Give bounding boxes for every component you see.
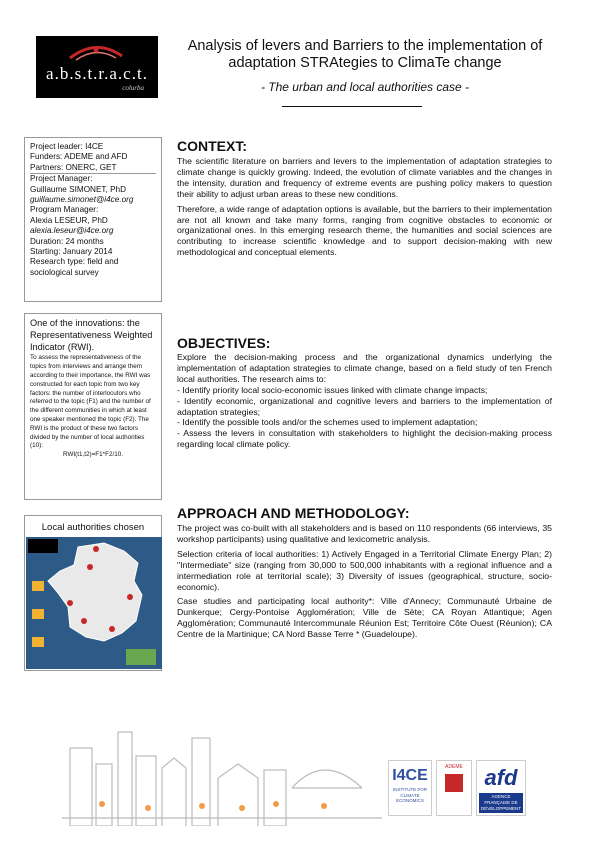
marker-royan-icon xyxy=(67,600,73,606)
objectives-bullet-3: - Identify the possible tools and/or the schemes used to implement adaptation; xyxy=(177,417,478,428)
page-title xyxy=(170,38,560,72)
ademe-logo xyxy=(436,760,472,816)
map-logo-icon xyxy=(28,539,58,553)
context-paragraph-1: The scientific literature on barriers and levers to the implementation of adaptation strategies to climate change is quickly growing. Indeed, the evolution of climate variables and the changes in the intensity, duration and frequency of extreme events are pushing policy makers to question their ability to adjust urban areas to these new conditions. xyxy=(177,156,552,199)
ademe-emblem-icon xyxy=(445,774,463,792)
afd-logo xyxy=(476,760,526,816)
objectives-bullet-1: - Identify priority local socio-economic issues linked with climate change impacts; xyxy=(177,384,488,395)
marker-annecy-icon xyxy=(127,594,133,600)
title-divider xyxy=(282,106,422,107)
marker-cergy-icon xyxy=(87,564,93,570)
i4ce-logo xyxy=(388,760,432,816)
objectives-text xyxy=(177,352,552,450)
innovation-box xyxy=(24,313,162,500)
innovation-heading: One of the innovations: the Representativeness Weighted Indicator (RWI). xyxy=(30,318,153,352)
manager-name: Guillaume SIMONET, PhD xyxy=(30,184,127,194)
approach-heading: APPROACH AND METHODOLOGY: xyxy=(177,505,410,521)
objectives-heading: OBJECTIVES: xyxy=(177,335,271,351)
france-map xyxy=(26,537,162,669)
program-name: Alexia LESEUR, PhD xyxy=(30,215,108,225)
marker-sete-icon xyxy=(109,626,115,632)
city-sketch-illustration xyxy=(62,708,382,826)
starting-date: Starting: January 2014 xyxy=(30,247,113,257)
duration: Duration: 24 months xyxy=(30,236,104,246)
program-email[interactable]: alexia.leseur@i4ce.org xyxy=(30,226,114,236)
objectives-bullet-2: - Identify economic, organizational and cognitive levers and barriers to the implementation of adaptation strategies; xyxy=(177,395,552,417)
afd-logo-text: afd xyxy=(484,765,518,790)
innovation-body: To assess the representativeness of the topics from interviews and arrange them according to their importance, the RWI was constructed for each topic from two key factors: the number of interlocutors who referred to the topic (F1) and the number of the different communities in which at least one speaker mentioned the topic (F2). The RWI is the product of these two factors divided by the number of local authorities (10): xyxy=(30,354,151,450)
map-caption: Local authorities chosen xyxy=(41,522,145,533)
project-info-box xyxy=(24,137,162,302)
context-text xyxy=(177,156,552,262)
context-paragraph-2: Therefore, a wide range of adaptation options is available, but the barriers to their implementation are not all known and take many forms, ranging from cognitive obstacles to economic or organizational ones. In this emerging research theme, the humanities and social sciences are contributing to increase scientific knowledge and to support decision-making with new methodological and conceptual elements. xyxy=(177,203,552,258)
title-line-1: Analysis of levers and Barriers to the implementation of xyxy=(187,38,543,54)
manager-label: Project Manager: xyxy=(30,174,93,184)
logo-subtext: colurba xyxy=(122,84,144,92)
manager-email[interactable]: guillaume.simonet@i4ce.org xyxy=(30,195,134,205)
title-line-2: adaptation STRAtegies to ClimaTe change xyxy=(228,55,502,71)
map-legend-icon xyxy=(126,649,156,665)
logo-text: a.b.s.t.r.a.c.t. xyxy=(46,64,148,83)
objectives-bullet-4: - Assess the levers in consultation with stakeholders to highlight the decision-making process regarding local climate policy. xyxy=(177,428,552,450)
approach-paragraph-1: The project was co-built with all stakeholders and is based on 110 respondents (66 interviews, 35 workshop participants) using qualitative and lexicometric analysis. xyxy=(177,523,552,544)
abstract-logo xyxy=(36,36,158,98)
marker-dunkerque-icon xyxy=(93,546,99,552)
approach-text xyxy=(177,523,552,644)
research-type: Research type: field and sociological survey xyxy=(30,257,119,277)
logo-swoosh-icon xyxy=(66,42,126,64)
i4ce-logo-subtext: INSTITUTE FOR CLIMATE ECONOMICS xyxy=(393,787,427,803)
objectives-intro: Explore the decision-making process and the organizational dynamics underlying the implementation of adaptation strategies to climate change, based on a field study of ten French local authorities. The research aims to: xyxy=(177,352,552,384)
marker-agen-icon xyxy=(81,618,87,624)
page-subtitle: - The urban and local authorities case - xyxy=(260,80,470,94)
context-heading: CONTEXT: xyxy=(177,138,247,154)
approach-paragraph-3: Case studies and participating local authority*: Ville d'Annecy; Communauté Urbaine de Dunkerque; Cergy-Pontoise Agglomération; Ville de Sète; CA Royan Atlantique; Agen Agglomération; Communauté Intercommunale Réunion Est; Territoire Côte Ouest (Réunion); CA Centre de la Martinique; CA Nord Basse Terre * (Guadeloupe). xyxy=(177,596,552,640)
afd-logo-subtext: AGENCE FRANÇAISE DE DÉVELOPPEMENT xyxy=(480,794,521,811)
partners-line: Partners: ONERC, GET xyxy=(30,163,156,174)
approach-paragraph-2: Selection criteria of local authorities: 1) Actively Engaged in a Territorial Climate Energy Plan; 2) "Intermediate" size (ranging from 30,000 to 500,000 inhabitants with a regional influence and a intermediation role at territorial scale); 3) Diversity of issues (geographical, structure, socio-economic). xyxy=(177,548,552,592)
project-leader: Project leader: I4CE xyxy=(30,142,104,151)
funders: Funders: ADEME and AFD xyxy=(30,152,128,162)
inset-martinique-icon xyxy=(32,609,44,619)
rwi-formula: RWI(t1,t2)=F1*F2/10. xyxy=(63,451,123,459)
inset-guadeloupe-icon xyxy=(32,637,44,647)
i4ce-logo-text: I4CE xyxy=(392,767,428,784)
inset-reunion-icon xyxy=(32,581,44,591)
ademe-logo-text: ADEME xyxy=(445,764,463,770)
program-label: Program Manager: xyxy=(30,205,99,215)
map-box xyxy=(24,515,162,671)
